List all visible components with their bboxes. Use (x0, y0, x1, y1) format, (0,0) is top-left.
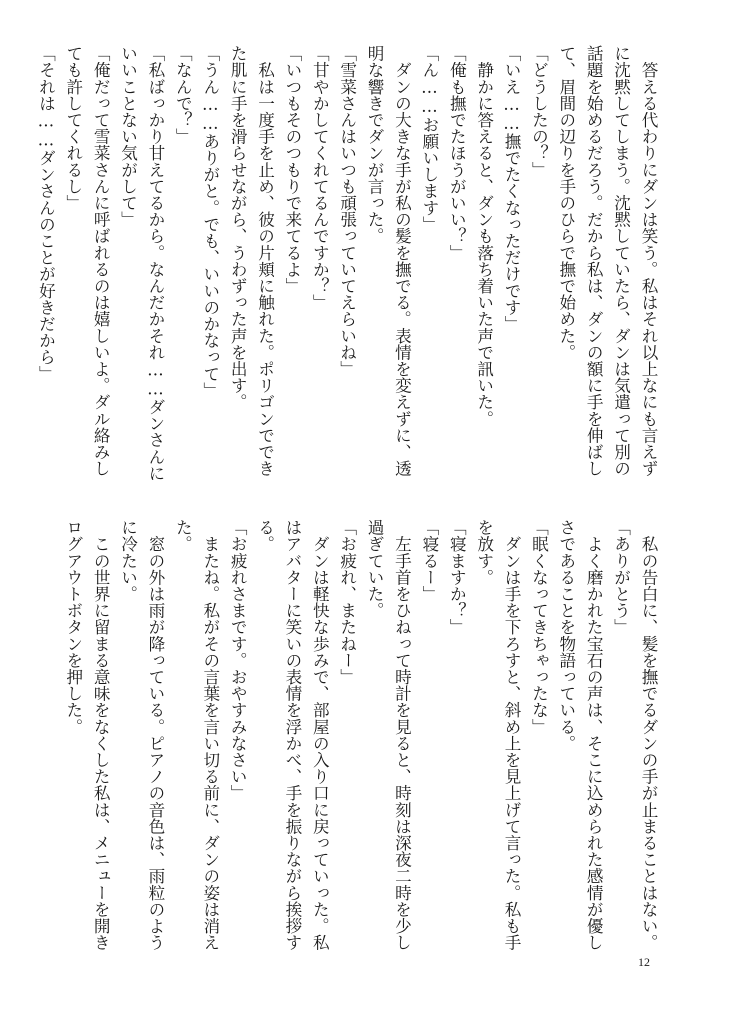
text-line: 「私ばっかり甘えてるから。なんだかそれ……ダンさんに (145, 45, 165, 482)
text-line: さであることを物語っている。 (556, 519, 576, 752)
text-line: 「それは……ダンさんのことが好きだから」 (36, 45, 56, 382)
text-line: またね。私がその言葉を言い切る前に、ダンの姿は消え (200, 519, 220, 951)
text-line: ダンは軽快な歩みで、部屋の入り口に戻っていった。私 (310, 519, 330, 951)
text-line: ダンは手を下ろすと、斜め上を見上げて言った。私も手 (502, 519, 522, 951)
page-number: 12 (638, 955, 650, 969)
text-line: 過ぎていた。 (365, 519, 385, 619)
text-line: この世界に留まる意味をなくした私は、メニューを開き (91, 519, 111, 951)
text-line: 「お疲れさまです。おやすみなさい」 (228, 519, 248, 802)
text-line: た肌に手を滑らせながら、うわずった声を出す。 (228, 45, 248, 411)
text-line: 私の告白に、髪を撫でるダンの手が止まることはない。 (639, 519, 658, 951)
text-line: 「なんで？」 (173, 45, 193, 145)
text-line: ダンの大きな手が私の髪を撫でる。表情を変えずに、透 (392, 45, 412, 477)
text-line: 「俺も撫でたほうがいい？」 (447, 45, 467, 261)
text-line: る。 (255, 519, 275, 553)
text-line: 「いつもそのつもりで来てるよ」 (282, 45, 302, 294)
text-line: に沈黙してしまう。沈黙していたら、ダンは気遣って別の (611, 45, 631, 477)
text-line: に冷たい。 (118, 519, 138, 602)
text-line: ても許してくれるし」 (63, 45, 83, 211)
text-line: はアバターに笑いの表情を浮かべ、手を振りながら挨拶す (282, 519, 302, 951)
text-line: を放す。 (474, 519, 494, 586)
text-line: 「甘やかしてくれてるんですか？」 (310, 45, 330, 311)
text-line: 「ん……お願いします」 (419, 45, 439, 233)
text-line: よく磨かれた宝石の声は、そこに込められた感情が優し (584, 519, 604, 951)
lower-text-block (63, 519, 659, 951)
text-line: ログアウトボタンを押した。 (63, 519, 83, 735)
text-line: 「うん……ありがと。でも、いいのかなって」 (200, 45, 220, 399)
text-line: 「寝るー」 (419, 519, 439, 602)
text-line: 静かに答えると、ダンも落ち着いた声で訊いた。 (474, 45, 494, 427)
text-line: 「いえ……撫でたくなっただけです」 (502, 45, 522, 332)
text-line: 「ありがとう」 (611, 519, 631, 636)
text-line: て、眉間の辺りを手のひらで撫で始めた。 (556, 45, 576, 361)
text-line: 「俺だって雪菜さんに呼ばれるのは嬉しいよ。ダル絡みし (91, 45, 111, 477)
text-line: 「眠くなってきちゃったな」 (529, 519, 549, 735)
text-line: 私は一度手を止め、彼の片頬に触れた。ポリゴンででき (255, 45, 275, 477)
text-line: 「お疲れ、またねー」 (337, 519, 357, 685)
text-line: 「どうしたの？」 (529, 45, 549, 178)
text-line: いいことない気がして」 (118, 45, 138, 228)
text-line: 話題を始めるだろう。だから私は、ダンの額に手を伸ばし (584, 45, 604, 477)
text-line: 「雪菜さんはいつも頑張っていてえらいね」 (337, 45, 357, 377)
text-line: 明な響きでダンが言った。 (365, 45, 385, 245)
upper-text-block (36, 45, 659, 482)
text-line: 窓の外は雨が降っている。ピアノの音色は、雨粒のよう (145, 519, 165, 951)
text-line: 答える代わりにダンは笑う。私はそれ以上なにも言えず (639, 45, 658, 477)
text-line: 左手首をひねって時計を見ると、時刻は深夜二時を少し (392, 519, 412, 951)
text-line: 「寝ますか？」 (447, 519, 467, 636)
text-line: た。 (173, 519, 193, 553)
